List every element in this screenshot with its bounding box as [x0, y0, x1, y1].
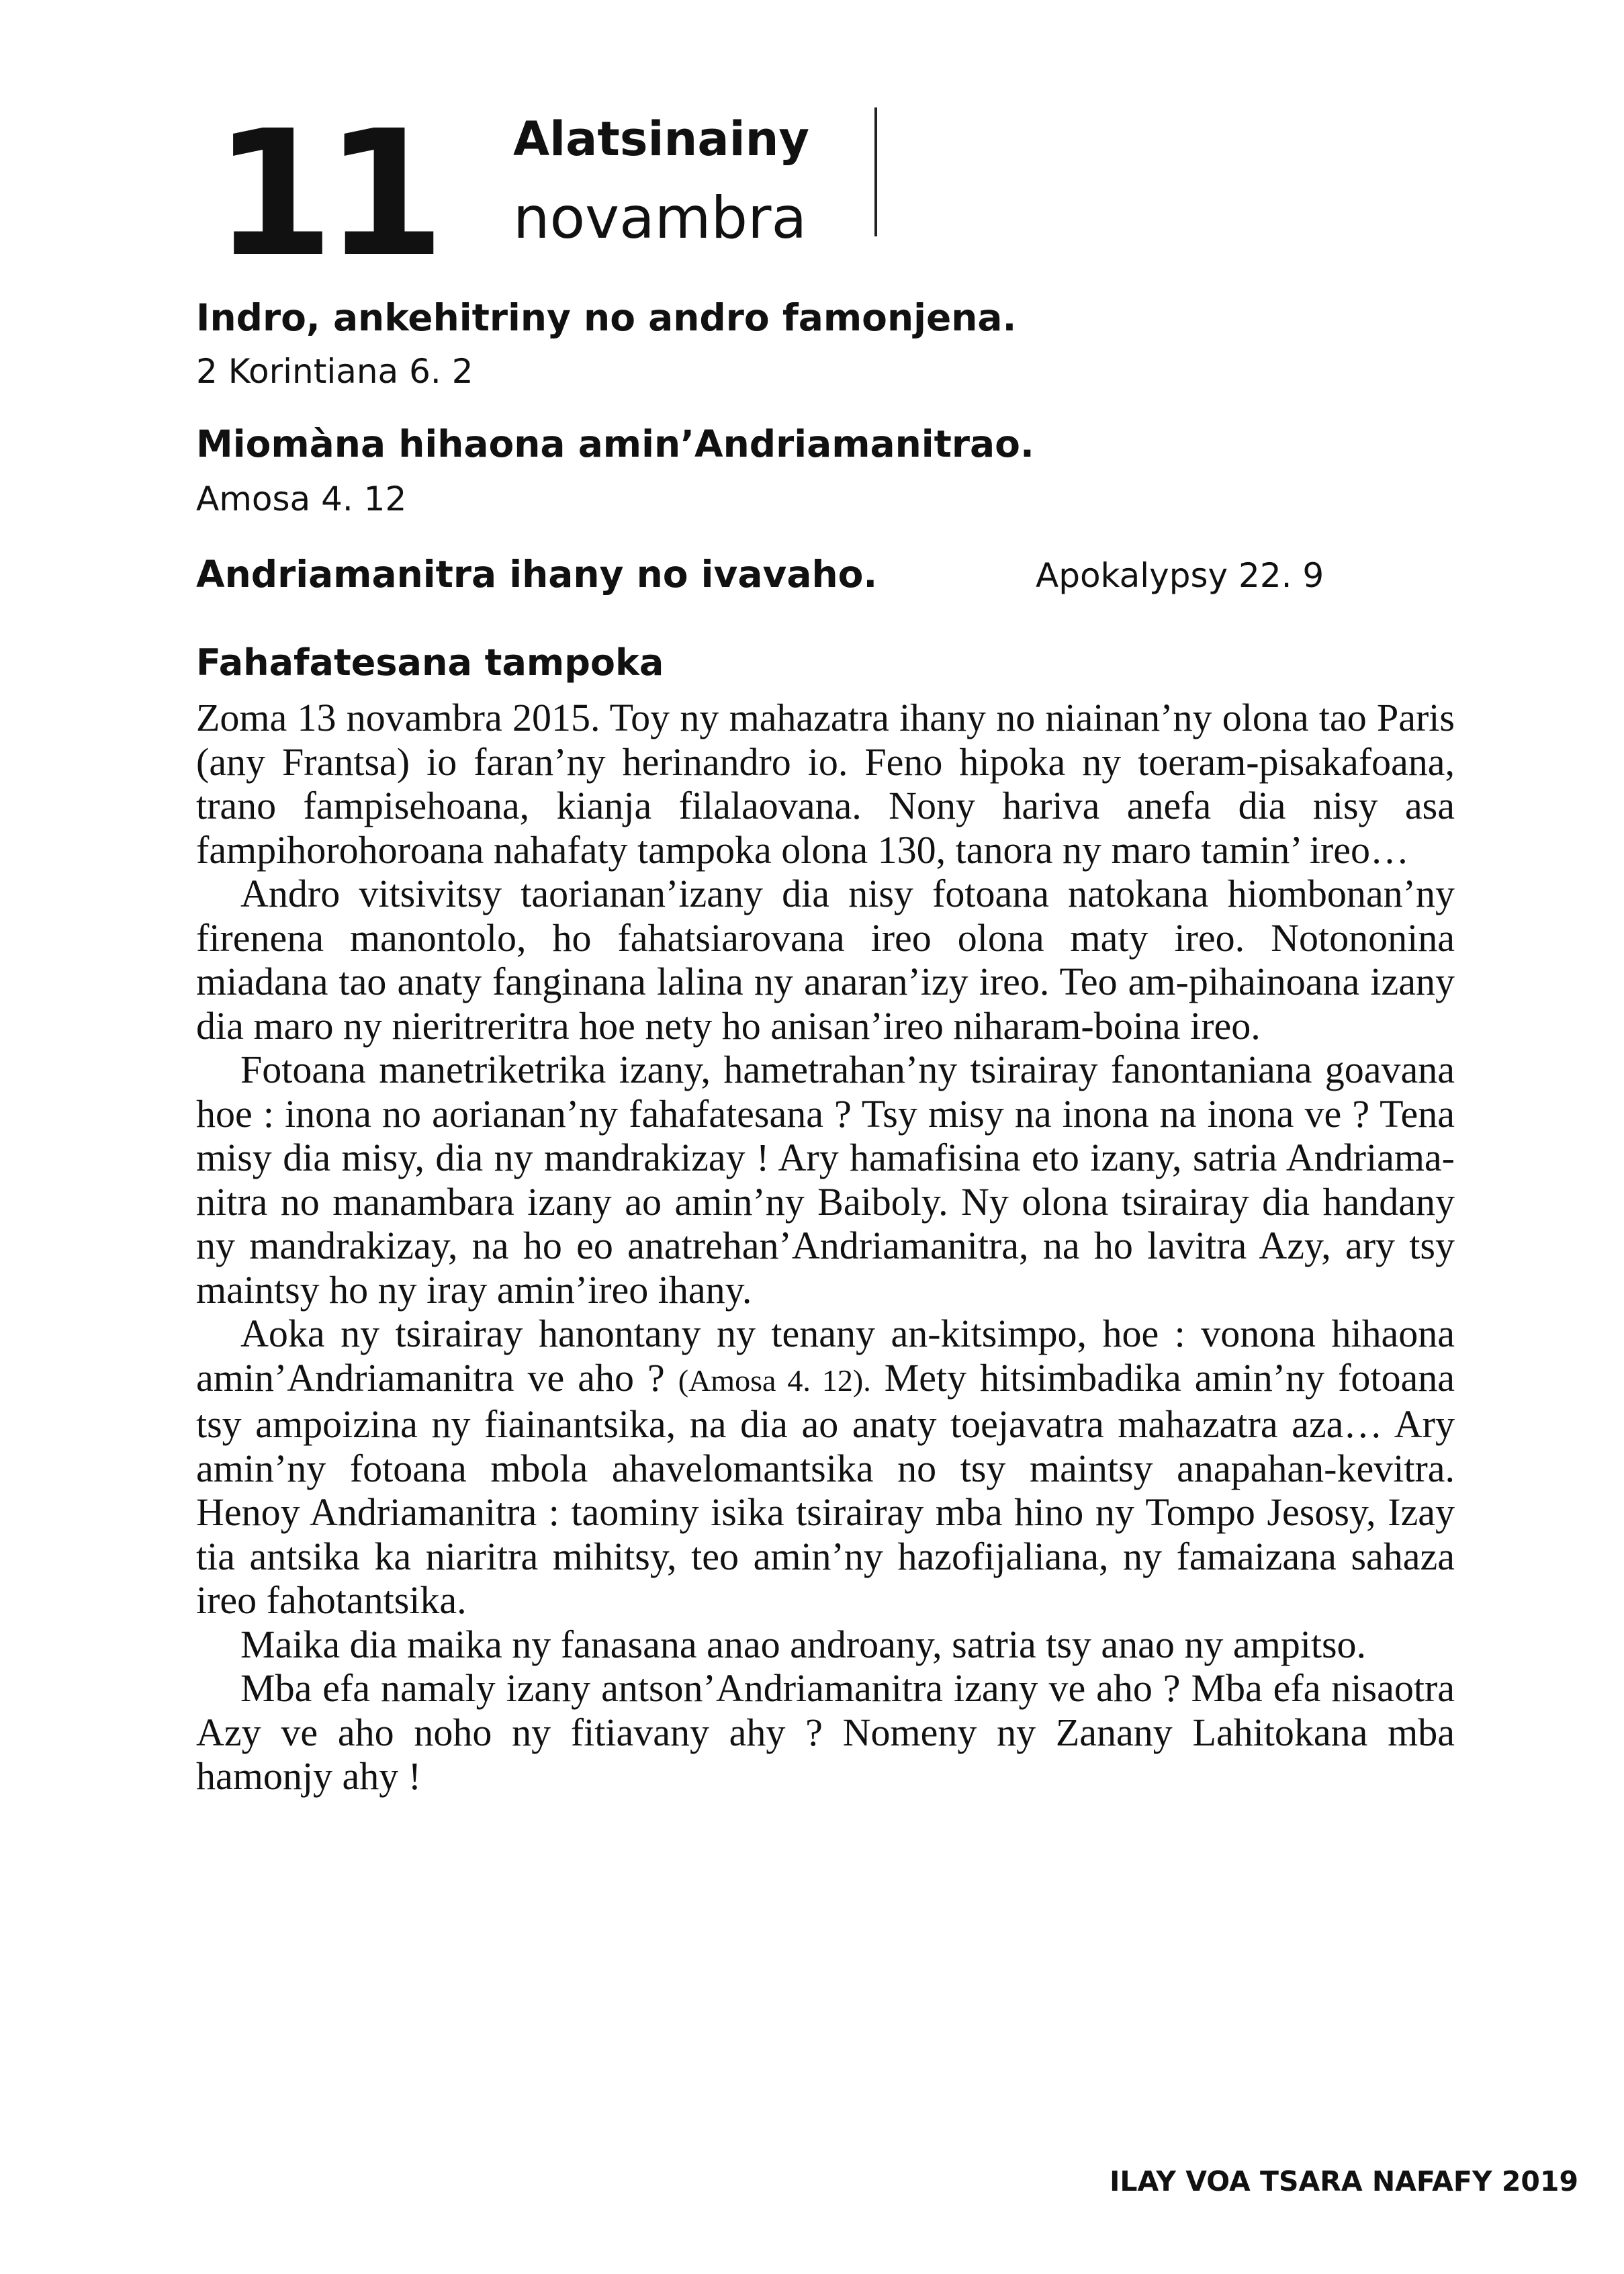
section-title: Fahafatesana tampoka: [196, 641, 664, 684]
inline-reference: (Amosa 4. 12).: [678, 1363, 871, 1398]
article-body: [196, 696, 1455, 1799]
article-paragraph: Fotoana manetriketrika izany, hametrahan’ny tsirairay fanontaniana goavana hoe : inona no aorianan’ny fahafatesana ? Tsy misy na inona na inona ve ? Tena misy dia misy, dia ny mandrakizay ! Ary hamafisina eto izany, satria Andriamanitra no manambara izany ao amin’ny Baiboly. Ny olona tsirairay dia handany ny mandrakizay, na ho eo anatrehan’Andriamanitra, na ho lavitra Azy, ary tsy maintsy ho ny iray amin’ireo ihany.: [196, 1048, 1455, 1312]
day-number: 11: [214, 93, 437, 295]
paragraph-text: Aoka ny tsirairay hanontany ny tenany an-kitsimpo, hoe : vonona hihaona amin’Andriamanitra ve aho ?: [196, 1312, 1455, 1400]
verse-reference: Amosa 4. 12: [196, 480, 407, 518]
weekday: Alatsinainy: [513, 111, 810, 167]
article-paragraph: Andro vitsivitsy taorianan’izany dia nisy fotoana natokana hiombonan’ny firenena manontolo, ho fahatsiarovana ireo olona maty ireo. Notononina miadana tao anaty fanginana lalina ny anaran’izy ireo. Teo am-pihainoana izany dia maro ny nieritreritra hoe nety ho anisan’ireo niharam-boina ireo.: [196, 872, 1455, 1048]
header-divider: [874, 107, 877, 236]
article-paragraph: [196, 1312, 1455, 1623]
verse-text: Andriamanitra ihany no ivavaho.: [196, 553, 878, 596]
month: novambra: [513, 185, 807, 252]
verse-text: Indro, ankehitriny no andro famonjena.: [196, 296, 1017, 339]
verse-reference: Apokalypsy 22. 9: [1036, 556, 1324, 595]
publication-footer: ILAY VOA TSARA NAFAFY 2019: [1110, 2165, 1578, 2197]
article-paragraph: Zoma 13 novambra 2015. Toy ny mahazatra ihany no niainan’ny olona tao Paris (any Frantsa) io faran’ny herinandro io. Feno hipoka ny toeram-pisakafoana, trano fampisehoana, kianja filalaovana. Nony hariva anefa dia nisy asa fampihorohoroana nahafaty tampoka olona 130, tanora ny maro tamin’ ireo…: [196, 696, 1455, 872]
verse-reference: 2 Korintiana 6. 2: [196, 352, 473, 391]
article-paragraph: Maika dia maika ny fanasana anao androany, satria tsy anao ny ampitso.: [240, 1622, 1367, 1666]
article-paragraph: Mba efa namaly izany antson’Andriamanitra izany ve aho ? Mba efa nisaotra Azy ve aho noho ny fitiavany ahy ? Nomeny ny Zanany Lahitokana mba hamonjy ahy !: [196, 1666, 1455, 1798]
verse-text: Miomàna hihaona amin’Andriamanitrao.: [196, 422, 1034, 465]
paragraph-text: Mety hitsimbadika amin’ny fotoana tsy ampoizina ny fiainantsika, na dia ao anaty toejavatra mahazatra aza… Ary amin’ny fotoana mbola ahavelomantsika no tsy maintsy anapahan-kevitra. Henoy Andriamanitra : taominy isika tsirairay mba hino ny Tompo Jesosy, Izay tia antsika ka niaritra mihitsy, teo amin’ny hazofijaliana, ny famaizana sahaza ireo fahotantsika.: [196, 1355, 1455, 1622]
